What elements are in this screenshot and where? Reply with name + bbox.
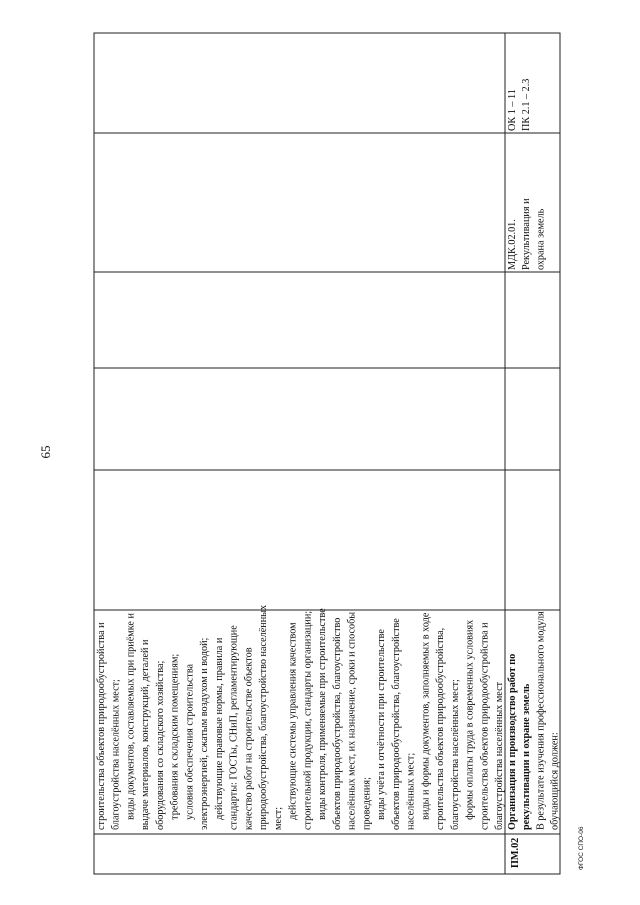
competency-line: ОК 1 – 11 — [507, 89, 518, 131]
module-title-line: рекультивации и охране земель — [521, 683, 533, 830]
content-line: электроэнергией, сжатым воздухом и водой; — [199, 637, 211, 830]
row2-module-description — [507, 611, 561, 830]
content-line: строительства объектов природообустройства и — [479, 622, 491, 830]
content-line: проведения; — [361, 777, 373, 830]
content-line: природообустройства, благоустройство населённых — [258, 604, 270, 830]
mdk-line: МДК.02.01. — [507, 219, 518, 270]
content-line: оборудования со складского хозяйства; — [154, 660, 166, 830]
content-line: требования к складским помещениям; — [169, 653, 181, 830]
content-line: мест; — [272, 806, 284, 830]
content-line: качество работ на строительстве объектов — [243, 647, 255, 830]
mdk-line: охрана земель — [535, 208, 547, 270]
content-line: строительства объектов природообустройства и — [96, 622, 107, 830]
content-line: благоустройства населённых мест — [494, 681, 505, 830]
content-line: выдаче материалов, конструкций, деталей и — [140, 639, 152, 830]
content-line: виды и формы документов, заполняемых в ходе — [420, 612, 432, 830]
content-line: благоустройства населённых мест; — [110, 679, 122, 830]
competency-line: ПК 2.1 – 2.3 — [521, 78, 533, 131]
content-line: благоустройства населённых мест; — [449, 679, 461, 830]
content-line: формы оплаты труда в современных условиях — [464, 619, 476, 830]
page-number: 65 — [38, 445, 53, 459]
content-line: строительной продукции, стандарты организации; — [302, 610, 314, 830]
footer-label: ФГОС СПО-06 — [578, 826, 585, 870]
content-line: виды учёта и отчётности при строительстве — [376, 629, 388, 830]
content-line: действующие правовые нормы, правила и — [213, 637, 225, 830]
content-line: объектов природообустройства, благоустройстве — [390, 618, 402, 830]
competency-table — [94, 33, 561, 874]
content-line: условия обеспечения строительства — [184, 663, 196, 830]
content-line: виды документов, составляемых при приёмке и — [125, 613, 137, 830]
module-intro-line: В результате изучения профессионального модуля — [535, 611, 547, 830]
module-title-line: Организация и производство работ по — [507, 653, 518, 830]
content-line: объектов природообустройства, благоустройство — [331, 617, 343, 830]
module-code: ПМ.02 — [510, 837, 521, 868]
row1-content-text — [96, 605, 505, 830]
content-line: действующие системы управления качеством — [287, 622, 299, 830]
row2-competency-cell — [507, 79, 532, 131]
content-line: виды контроля, применяемые при строительстве — [317, 608, 329, 830]
content-line: населённых мест; — [405, 752, 417, 830]
row2-mdk-cell — [507, 198, 546, 270]
mdk-line: Рекультивация и — [521, 198, 533, 270]
content-line: населённых мест, их назначение, сроки и способы — [346, 611, 358, 830]
content-line: стандарты: ГОСТы, СНиП, регламентирующие — [228, 625, 240, 830]
module-intro-line: обучающийся должен: — [549, 732, 561, 830]
content-line: строительства объектов природообустройства, — [435, 627, 447, 830]
